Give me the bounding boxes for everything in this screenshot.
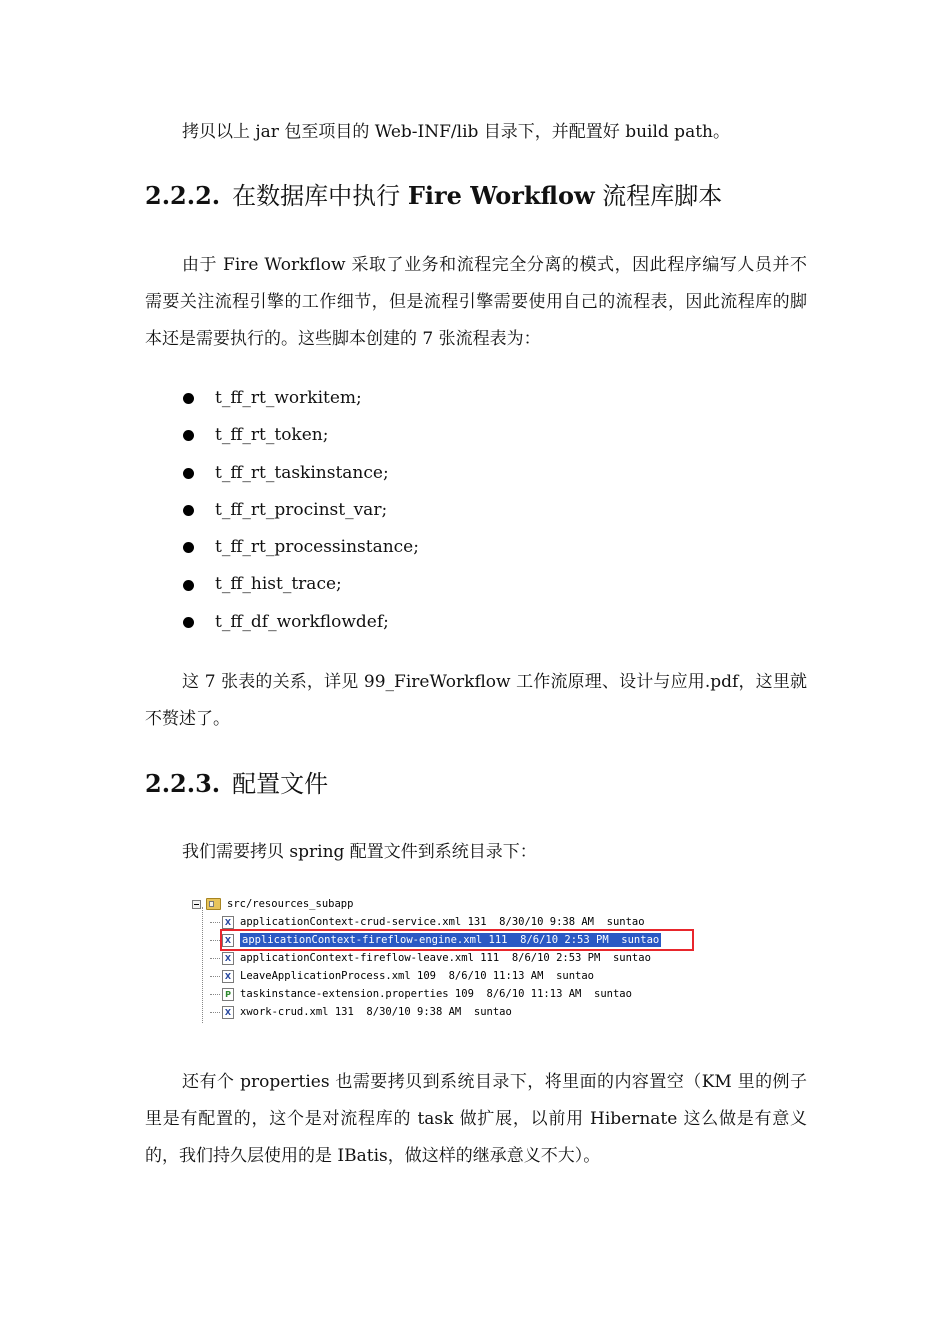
file-tree-screenshot — [192, 895, 712, 1027]
tree-connector — [210, 1012, 220, 1013]
tree-connector — [210, 958, 220, 959]
table-name: t_ff_rt_token; — [215, 425, 329, 446]
bullet-icon — [183, 468, 194, 479]
xml-file-icon: X — [222, 952, 234, 965]
xml-file-icon: X — [222, 1006, 234, 1019]
red-highlight-box — [220, 929, 694, 951]
xml-file-icon: X — [222, 970, 234, 983]
table-name: t_ff_hist_trace; — [215, 574, 342, 595]
table-list-item — [183, 380, 419, 417]
paragraph-workflow-intro: 由于 Fire Workflow 采取了业务和流程完全分离的模式，因此程序编写人员并不需要关注流程引擎的工作细节，但是流程引擎需要使用自己的流程表，因此流程库的脚本还是需要执行的。这些脚本创建的 7 张流程表为： — [145, 255, 807, 349]
section-title-latin: Fire Workflow — [407, 181, 595, 210]
section-heading-2-2-2 — [145, 176, 722, 211]
tree-file-label: applicationContext-crud-service.xml 131 8/30/10 9:38 AM suntao — [240, 916, 645, 928]
table-name: t_ff_rt_taskinstance; — [215, 462, 389, 483]
section-title: 配置文件 — [232, 770, 329, 798]
tree-file-label: LeaveApplicationProcess.xml 109 8/6/10 11:13 AM suntao — [240, 970, 595, 982]
section-number: 2.2.2. — [145, 181, 221, 210]
paragraph-table-relations: 这 7 张表的关系，详见 99_FireWorkflow 工作流原理、设计与应用.pdf，这里就不赘述了。 — [145, 672, 807, 729]
tree-file-label: applicationContext-fireflow-leave.xml 111 8/6/10 2:53 PM suntao — [240, 952, 651, 964]
xml-file-icon: X — [222, 916, 234, 929]
table-list-item — [183, 604, 419, 641]
table-list-item — [183, 492, 419, 529]
paragraph-copy-spring: 我们需要拷贝 spring 配置文件到系统目录下： — [182, 842, 537, 862]
table-list-item — [183, 566, 419, 603]
tree-file-label: xwork-crud.xml 131 8/30/10 9:38 AM suntao — [240, 1006, 512, 1018]
table-list-item — [183, 417, 419, 454]
tree-guide-line — [202, 907, 203, 1023]
table-name: t_ff_rt_processinstance; — [215, 537, 419, 558]
bullet-icon — [183, 505, 194, 516]
bullet-icon — [183, 617, 194, 628]
tree-file-item[interactable] — [210, 949, 651, 967]
paragraph-copy-jars: 拷贝以上 jar 包至项目的 Web-INF/lib 目录下，并配置好 build path。 — [182, 122, 730, 142]
xml-file-icon: X — [222, 934, 234, 947]
tree-connector — [210, 976, 220, 977]
bullet-icon — [183, 430, 194, 441]
section-title-pre: 在数据库中执行 — [232, 182, 408, 210]
tree-root-label: src/resources_subapp — [227, 898, 354, 910]
table-name: t_ff_df_workflowdef; — [215, 611, 389, 632]
bullet-icon — [183, 542, 194, 553]
section-heading-2-2-3 — [145, 764, 328, 799]
properties-file-icon: P — [222, 988, 234, 1001]
table-list-item — [183, 455, 419, 492]
bullet-icon — [183, 393, 194, 404]
tree-file-item[interactable] — [210, 1003, 512, 1021]
collapse-icon[interactable] — [192, 900, 201, 909]
section-number: 2.2.3. — [145, 769, 221, 798]
tree-connector — [210, 994, 220, 995]
table-name: t_ff_rt_procinst_var; — [215, 499, 388, 520]
tree-connector — [210, 940, 220, 941]
paragraph-properties-note: 还有个 properties 也需要拷贝到系统目录下，将里面的内容置空（KM 里的例子里是有配置的，这个是对流程库的 task 做扩展，以前用 Hibernate 这么做是有意义的，我们持久层使用的是 IBatis，做这样的继承意义不大）。 — [145, 1072, 807, 1166]
tree-file-label: applicationContext-fireflow-engine.xml 111 8/6/10 2:53 PM suntao — [242, 934, 660, 946]
section-title-post: 流程库脚本 — [594, 182, 723, 210]
tree-file-item[interactable] — [210, 967, 594, 985]
table-bullet-list — [183, 380, 419, 641]
tree-connector — [210, 922, 220, 923]
table-name: t_ff_rt_workitem; — [215, 388, 362, 408]
package-folder-icon — [206, 898, 221, 910]
tree-file-label: taskinstance-extension.properties 109 8/6/10 11:13 AM suntao — [240, 988, 632, 1000]
tree-root-folder[interactable] — [192, 895, 353, 913]
table-list-item — [183, 529, 419, 566]
tree-file-item[interactable] — [210, 985, 632, 1003]
bullet-icon — [183, 580, 194, 591]
